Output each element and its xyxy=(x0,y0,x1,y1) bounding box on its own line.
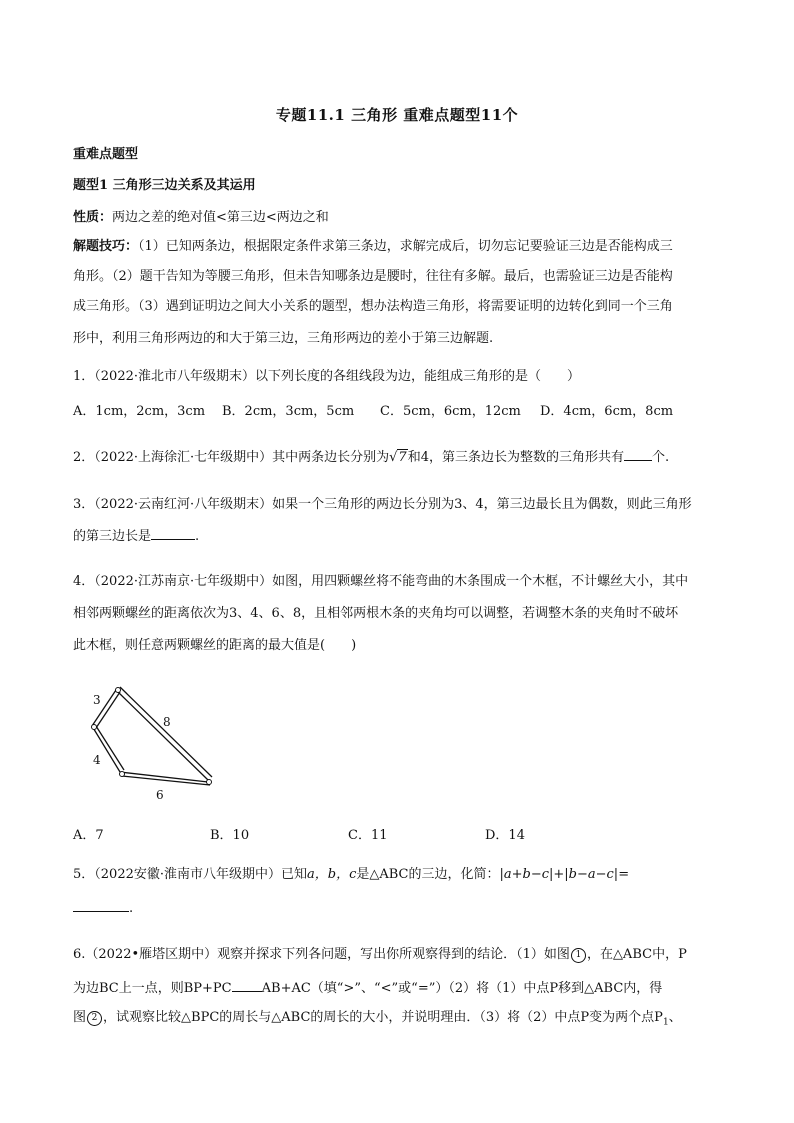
q6-line-1 xyxy=(73,946,687,964)
q5-line-2 xyxy=(73,898,133,918)
q2-text-after: 和4，第三条边长为整数的三角形共有 xyxy=(407,450,624,465)
q6-text-2b: AB+AC（填“>”、“<”或“=”）（2）将（1）中点P移到△ABC内，得 xyxy=(261,981,663,996)
q5-text-mid: 是△ABC的三边，化简： xyxy=(356,867,500,882)
q5-answer-blank[interactable] xyxy=(73,898,129,912)
tips-line-1 xyxy=(73,238,673,256)
q2-text-before: 2．（2022·上海徐汇·七年级期中）其中两条边长分别为 xyxy=(73,450,390,465)
tips-text-1: （1）已知两条边，根据限定条件求第三条边，求解完成后，切勿忘记要验证三边是否能构成三 xyxy=(138,239,673,254)
type1-heading: 题型1 三角形三边关系及其运用 xyxy=(73,178,256,193)
q6-text-1b: ，在△ABC中，P xyxy=(586,947,687,962)
q1-choice-c: C．5cm，6cm，12cm xyxy=(380,404,521,419)
q6-line-3 xyxy=(73,1009,682,1032)
q4-line-2: 相邻两颗螺丝的距离依次为3、4、6、8，且相邻两根木条的夹角均可以调整，若调整木条的夹角时不破坏 xyxy=(73,606,679,621)
wooden-frame-figure xyxy=(80,682,220,804)
screw-top xyxy=(116,688,121,693)
screw-right xyxy=(207,780,212,785)
property-label: 性质： xyxy=(73,210,113,225)
q4-option-a: A．7 xyxy=(73,828,104,843)
q5-expression: |a+b−c|+|b−a−c|= xyxy=(499,867,630,882)
q5-line-1 xyxy=(73,866,629,884)
q6-answer-blank[interactable] xyxy=(232,978,262,992)
q1-stem: 1．（2022·淮北市八年级期末）以下列长度的各组线段为边，能组成三角形的是（ ） xyxy=(73,369,580,384)
figure-label-8: 8 xyxy=(163,715,171,729)
q6-text-3a: 图 xyxy=(73,1010,87,1025)
q5-vars: a，b，c xyxy=(307,867,357,882)
q3-line-2 xyxy=(73,526,199,546)
property-line xyxy=(73,209,329,227)
section-heading: 重难点题型 xyxy=(73,147,139,162)
figure-label-6: 6 xyxy=(156,788,164,802)
q2-answer-blank[interactable] xyxy=(624,447,652,461)
screw-bottom xyxy=(120,772,125,777)
tips-line-3: 成三角形。（3）遇到证明边之间大小关系的题型，想办法构造三角形，将需要证明的边转化到同一个三角 xyxy=(73,299,673,314)
tips-line-4: 形中，利用三角形两边的和大于第三边，三角形两边的差小于第三边解题. xyxy=(73,331,494,346)
circled-number-2: 2 xyxy=(87,1011,102,1026)
page-title: 专题11.1 三角形 重难点题型11个 xyxy=(275,106,519,124)
q3-text-end: . xyxy=(195,529,200,544)
sqrt-symbol: √7 xyxy=(389,450,407,465)
q5-text-before: 5．（2022安徽·淮南市八年级期中）已知 xyxy=(73,867,307,882)
q2-line xyxy=(73,447,669,467)
frame-bar-8 xyxy=(116,690,208,780)
q6-text-2a: 为边BC上一点，则BP+PC xyxy=(73,981,232,996)
q4-line-1: 4．（2022·江苏南京·七年级期中）如图，用四颗螺丝将不能弯曲的木条围成一个木框，不计螺丝大小，其中 xyxy=(73,574,689,589)
q6-line-2 xyxy=(73,978,662,998)
q3-line-1: 3．（2022·云南红河·八年级期末）如果一个三角形的两边长分别为3、4，第三边最长且为偶数，则此三角形 xyxy=(73,497,692,512)
q6-text-3b: ，试观察比较△BPC的周长与△ABC的周长的大小，并说明理由．（3）将（2）中点P变为两个点P xyxy=(103,1010,663,1025)
screw-left xyxy=(92,725,97,730)
q1-choice-a: A．1cm，2cm，3cm xyxy=(73,404,206,419)
q2-text-end: 个. xyxy=(651,450,670,465)
circled-number-1: 1 xyxy=(571,948,586,963)
q1-choice-d: D．4cm，6cm，8cm xyxy=(540,404,674,419)
q1-choice-b: B．2cm，3cm，5cm xyxy=(222,404,355,419)
tips-line-2: 角形。（2）题干告知为等腰三角形，但未告知哪条边是腰时，往往有多解。最后，也需验证三边是否能构 xyxy=(73,269,673,284)
q4-option-d: D．14 xyxy=(485,828,525,843)
figure-label-3: 3 xyxy=(93,693,101,707)
q4-option-c: C．11 xyxy=(348,828,388,843)
frame-bar-8-edge xyxy=(120,687,212,777)
q2-radicand: 7 xyxy=(398,450,407,465)
q4-line-3: 此木框，则任意两颗螺丝的距离的最大值是( ) xyxy=(73,638,357,653)
q5-text-end: . xyxy=(129,901,134,916)
q3-text-before: 的第三边长是 xyxy=(73,529,152,544)
q6-text-3c: 、 xyxy=(668,1010,682,1025)
figure-label-4: 4 xyxy=(93,753,101,767)
tips-label: 解题技巧： xyxy=(73,239,139,254)
q6-subscript: 1 xyxy=(662,1017,669,1028)
q4-option-b: B．10 xyxy=(210,828,250,843)
property-text: 两边之差的绝对值<第三边<两边之和 xyxy=(112,210,329,225)
q6-text-1a: 6.（2022•雁塔区期中）观察并探求下列各问题，写出你所观察得到的结论．（1）如图 xyxy=(73,947,570,962)
q3-answer-blank[interactable] xyxy=(151,526,195,540)
